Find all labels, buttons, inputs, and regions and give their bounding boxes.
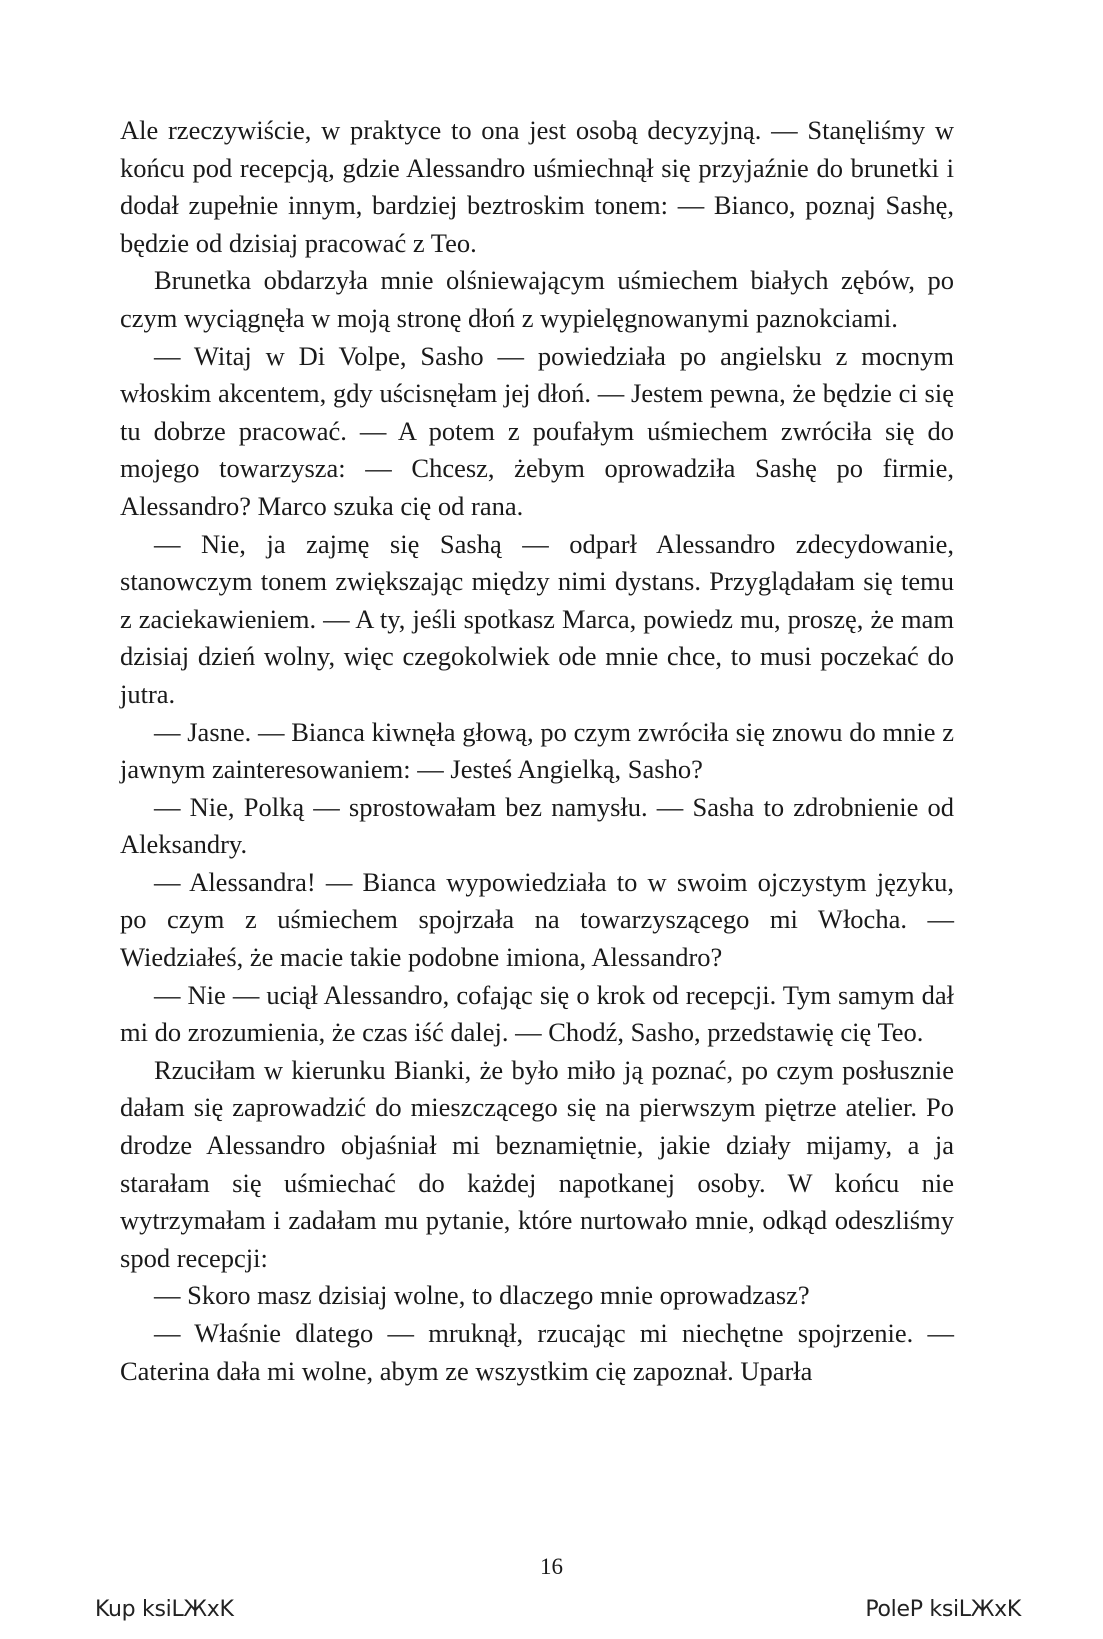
page-number: 16	[540, 1554, 563, 1579]
recommend-book-link[interactable]: PoleP ksiLЖxK	[865, 1597, 1021, 1622]
paragraph-1: Ale rzeczywiście, w praktyce to ona jest osobą decyzyjną. — Stanęliśmy w końcu pod recepcją, gdzie Alessandro uśmiechnął się przyjaźnie do brunetki i dodał zupełnie innym, bardziej beztroskim tonem: — Bianco, poznaj Sashę, będzie od dzisiaj pracować z Teo.	[120, 115, 954, 258]
paragraph-10: — Skoro masz dzisiaj wolne, to dlaczego mnie oprowadzasz?	[154, 1280, 810, 1311]
paragraph-5: — Jasne. — Bianca kiwnęła głową, po czym zwróciła się znowu do mnie z jawnym zainteresowaniem: — Jesteś Angielką, Sasho?	[120, 716, 954, 785]
paragraph-2: Brunetka obdarzyła mnie olśniewającym uśmiechem białych zębów, po czym wyciągnęła w moją stronę dłoń z wypielęgnowanymi paznokciami.	[120, 265, 954, 333]
paragraph-4: — Nie, ja zajmę się Sashą — odparł Alessandro zdecydowanie, stanowczym tonem zwiększając między nimi dystans. Przyglądałam się temu z zaciekawieniem. — A ty, jeśli spotkasz Marca, powiedz mu, proszę, że mam dzisiaj dzień wolny, więc czegokolwiek ode mnie chce, to musi poczekać do jutra.	[120, 528, 954, 709]
paragraph-3: — Witaj w Di Volpe, Sasho — powiedziała po angielsku z mocnym włoskim akcentem, gdy uścisnęłam jej dłoń. — Jestem pewna, że będzie ci się tu dobrze pracować. — A potem z poufałym uśmiechem zwróciła się do mojego towarzysza: — Chcesz, żebym oprowadziła Sashę po firmie, Alessandro? Marco szuka cię od rana.	[120, 340, 954, 521]
book-page-text	[120, 112, 954, 1390]
paragraph-6: — Nie, Polką — sprostowałam bez namysłu. — Sasha to zdrobnienie od Aleksandry.	[120, 791, 954, 860]
buy-book-link[interactable]: Kup ksiLЖxK	[95, 1597, 234, 1622]
paragraph-7: — Alessandra! — Bianca wypowiedziała to w swoim ojczystym języku, po czym z uśmiechem spojrzała na towarzyszącego mi Włocha. — Wiedziałeś, że macie takie podobne imiona, Alessandro?	[120, 866, 954, 973]
paragraph-9: Rzuciłam w kierunku Bianki, że było miło ją poznać, po czym posłusznie dałam się zaprowadzić do mieszczącego się na pierwszym piętrze atelier. Po drodze Alessandro objaśniał mi beznamiętnie, jakie działy mijamy, a ja starałam się uśmiechać do każdej napotkanej osoby. W końcu nie wytrzymałam i zadałam mu pytanie, które nurtowało mnie, odkąd odeszliśmy spod recepcji:	[120, 1054, 954, 1273]
paragraph-8: — Nie — uciął Alessandro, cofając się o krok od recepcji. Tym samym dał mi do zrozumienia, że czas iść dalej. — Chodź, Sasho, przedstawię cię Teo.	[120, 979, 954, 1048]
paragraph-11: — Właśnie dlatego — mruknął, rzucając mi niechętne spojrzenie. — Caterina dała mi wolne, abym ze wszystkim cię zapoznał. Uparła	[120, 1318, 954, 1386]
